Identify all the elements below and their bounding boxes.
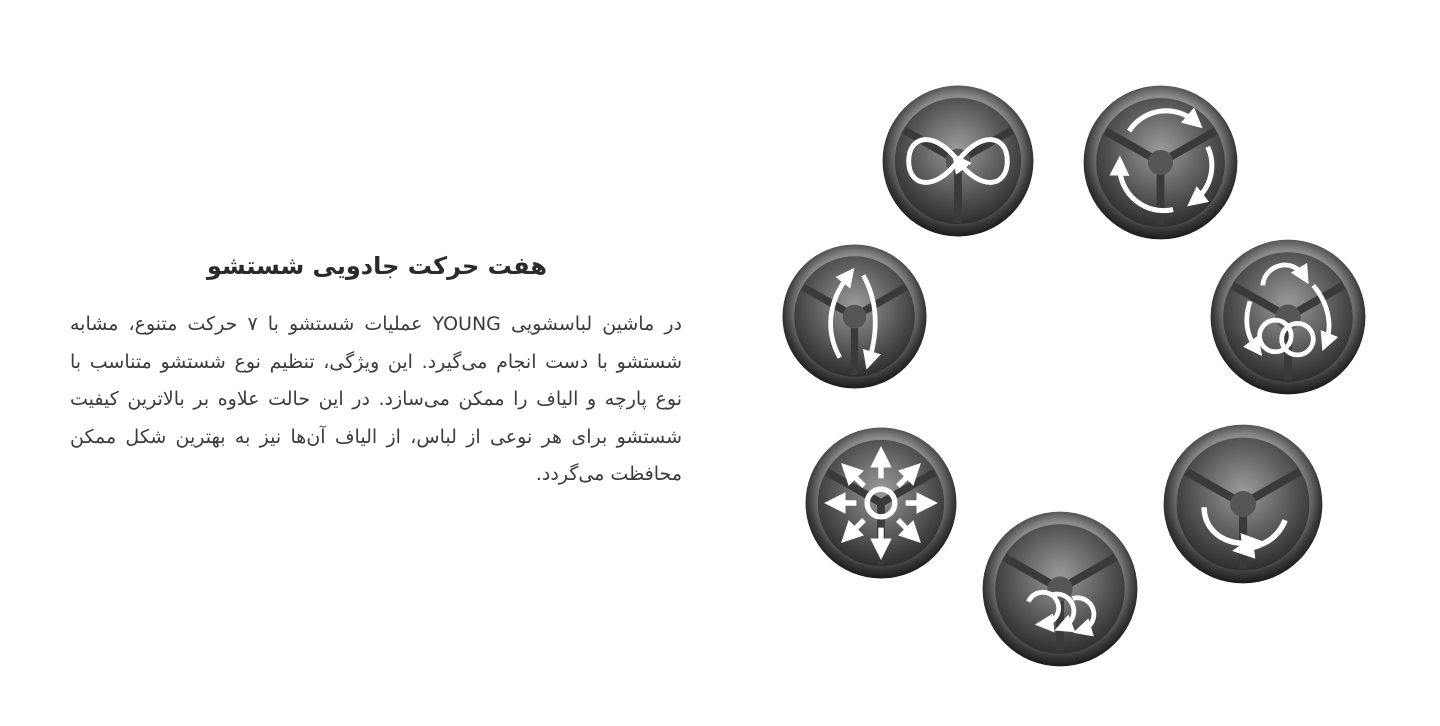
drum-swirl — [1209, 238, 1367, 396]
up-down-arrows-icon — [781, 243, 928, 390]
section-description: در ماشین لباسشویی YOUNG عملیات شستشو با ۷ حرکت متنوع، مشابه شستشو با دست انجام می‌گیرد. این ویژگی، تنظیم نوع شستشو متناسب با نوع پارچه و الیاف را ممکن می‌سازد. در این حالت علاوه بر بالاترین کیفیت شستشو برای هر نوعی از لباس، از الیاف آن‌ها نیز به بهترین شکل ممکن محافظت می‌گردد. — [70, 313, 682, 485]
drum-sway — [1162, 423, 1324, 585]
sway-arrows-icon — [1162, 423, 1324, 585]
section-title: هفت حرکت جادویی شستشو — [206, 252, 547, 280]
drum-tumble — [981, 510, 1139, 668]
drum-radial — [804, 426, 958, 580]
drum-infinity — [881, 84, 1035, 238]
feature-text-block — [70, 248, 682, 494]
swirl-arrows-icon — [1209, 238, 1367, 396]
drum-rotation — [1082, 84, 1239, 241]
tumble-arrows-icon — [981, 510, 1139, 668]
drum-vertical — [781, 243, 928, 390]
infinity-arrows-icon — [881, 84, 1035, 238]
rotation-arrows-icon — [1082, 84, 1239, 241]
radial-arrows-icon — [804, 426, 958, 580]
